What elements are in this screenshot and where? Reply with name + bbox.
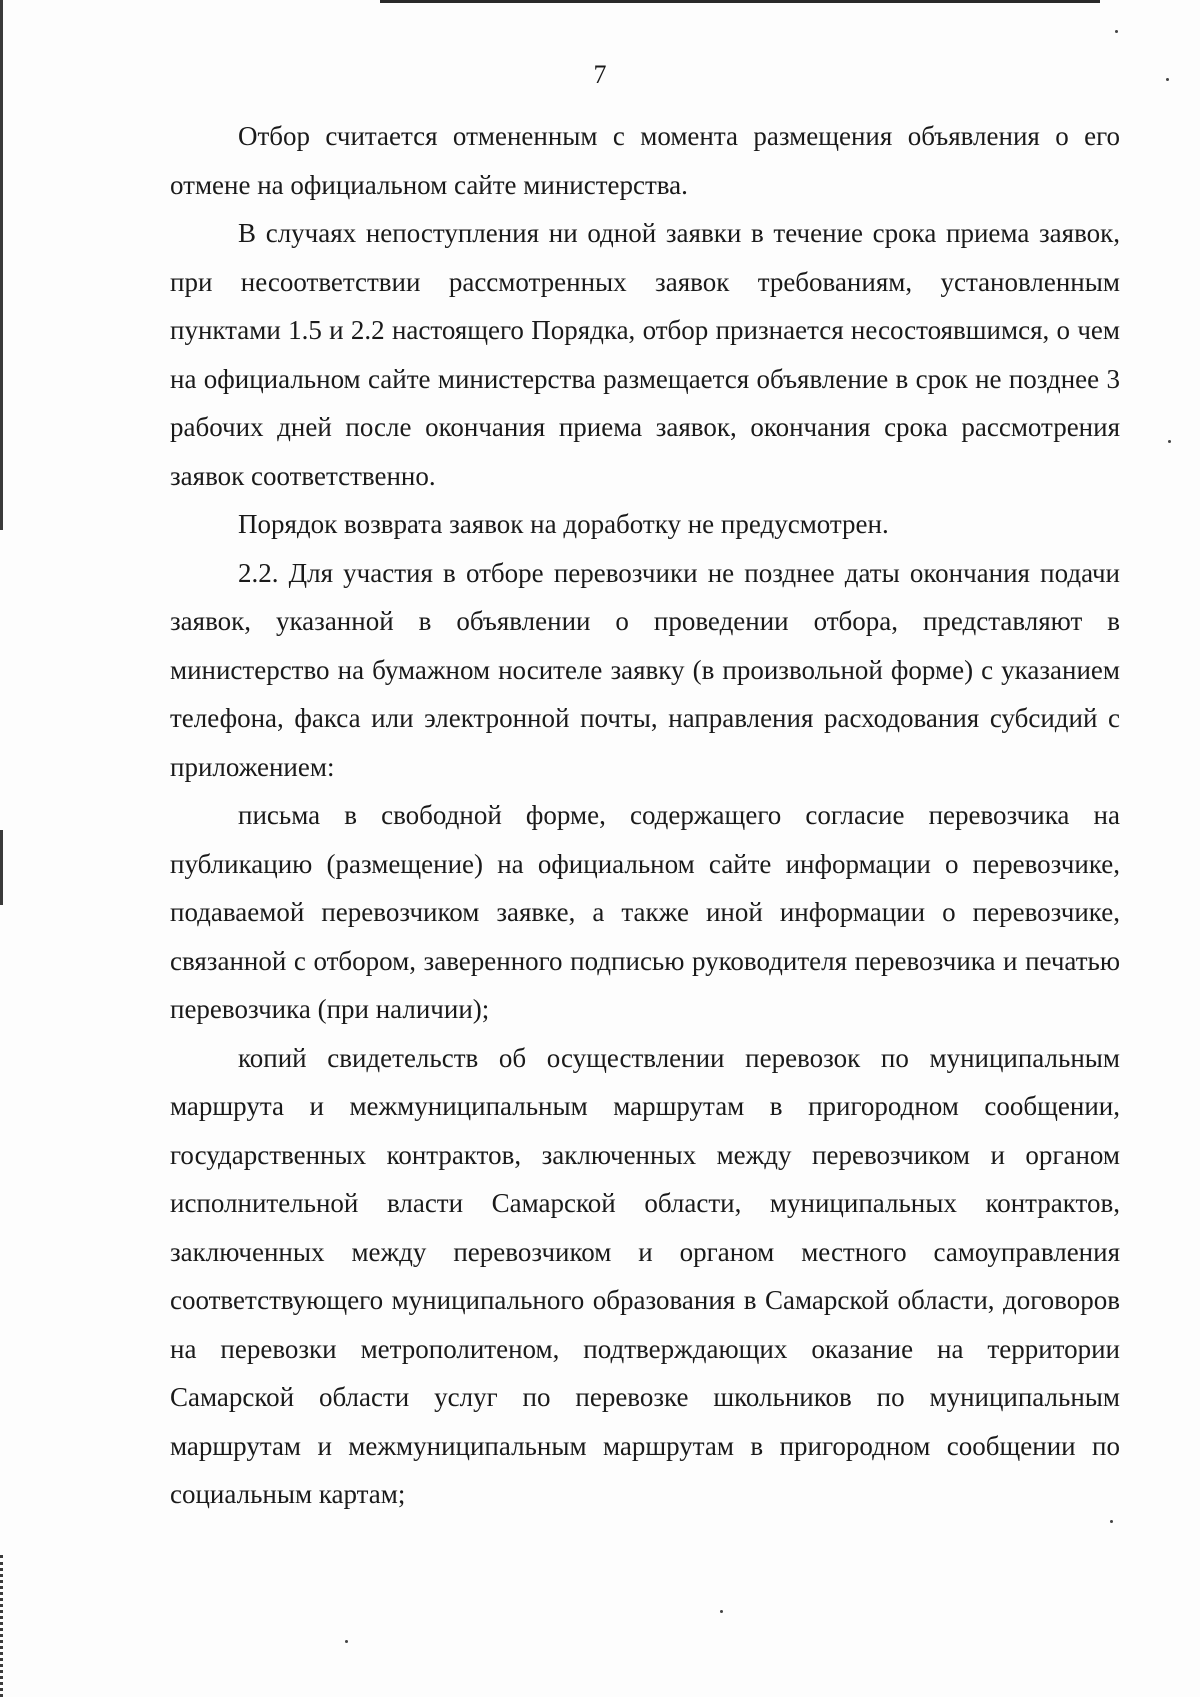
scan-speck xyxy=(345,1640,348,1643)
paragraph: Порядок возврата заявок на доработку не предусмотрен. xyxy=(238,509,889,539)
paragraph: 2.2. Для участия в отборе перевозчики не позднее даты окончания подачи заявок, указанной в объявлении о проведении отбора, представляют в министерство на бумажном носителе заявку (в произвольной форме) с указанием телефона, факса или электронной почты, направления расходования субсидий с приложением: xyxy=(170,557,1120,782)
scan-speck xyxy=(1110,1520,1113,1523)
scan-speck xyxy=(1168,440,1171,443)
paragraph: В случаях непоступления ни одной заявки в течение срока приема заявок, при несоответствии рассмотренных заявок требованиям, установленным пунктами 1.5 и 2.2 настоящего Порядка, отбор признается несостоявшимся, о чем на официальном сайте министерства размещается объявление в срок не позднее 3 рабочих дней после окончания приема заявок, окончания срока рассмотрения заявок соответственно. xyxy=(170,218,1120,491)
scan-speck xyxy=(720,1610,723,1613)
paragraph: письма в свободной форме, содержащего согласие перевозчика на публикацию (размещение) на официальном сайте информации о перевозчике, подаваемой перевозчиком заявке, а также иной информации о перевозчике, связанной с отбором, заверенного подписью руководителя перевозчика и печатью перевозчика (при наличии); xyxy=(170,800,1120,1024)
page-number: 7 xyxy=(593,60,607,89)
paragraph: копий свидетельств об осуществлении перевозок по муниципальным маршрута и межмуниципальным маршрутам в пригородном сообщении, государственных контрактов, заключенных между перевозчиком и органом исполнительной власти Самарской области, муниципальных контрактов, заключенных между перевозчиком и органом местного самоуправления соответствующего муниципального образования в Самарской области, договоров на перевозки метрополитеном, подтверждающих оказание на территории Самарской области услуг по перевозке школьников по муниципальным маршрутам и межмуниципальным маршрутам в пригородном сообщении по социальным картам; xyxy=(170,1042,1120,1509)
scan-top-rule xyxy=(380,0,1100,3)
scan-left-edge xyxy=(0,830,3,905)
scan-speck xyxy=(1115,30,1118,33)
paragraph: Отбор считается отмененным с момента размещения объявления о его отмене на официальном сайте министерства. xyxy=(170,121,1120,200)
document-body xyxy=(170,112,1120,1519)
scan-left-edge xyxy=(0,1555,3,1697)
